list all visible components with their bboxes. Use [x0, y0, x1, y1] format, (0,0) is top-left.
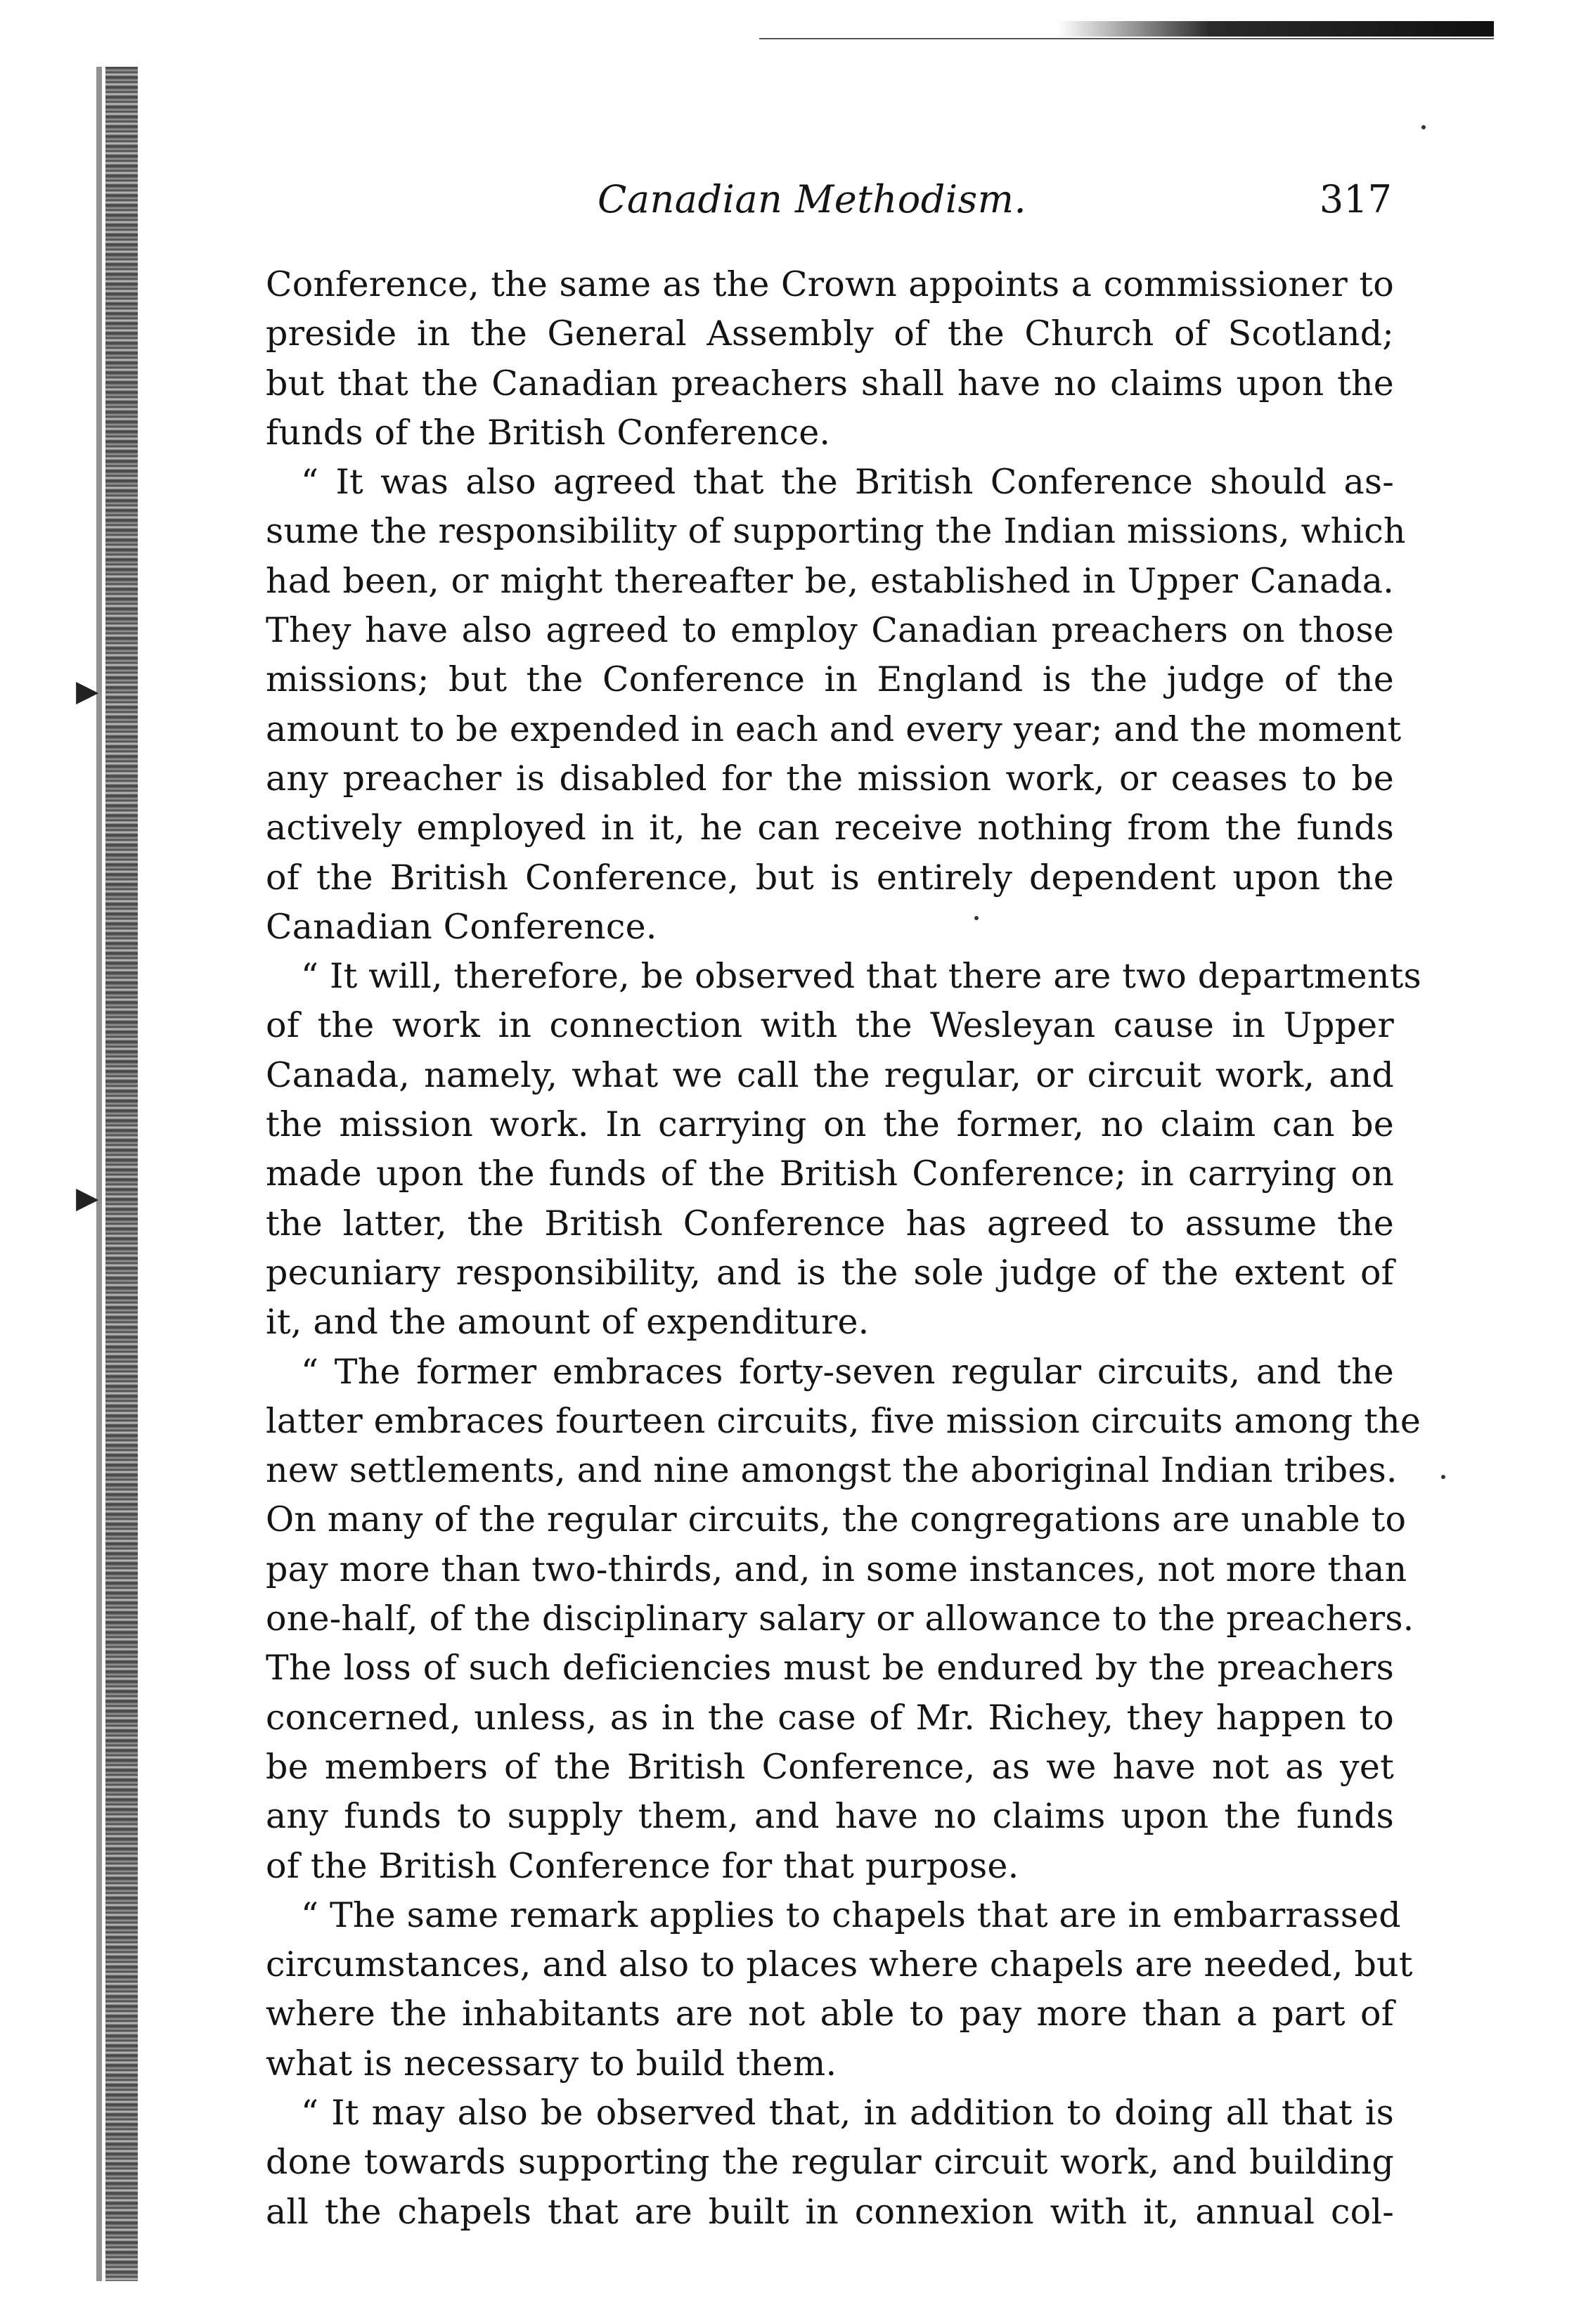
text-line: circumstances, and also to places where chapels are needed, but — [266, 1944, 1413, 1985]
text-line: actively employed in it, he can receive nothing from the funds — [266, 808, 1394, 848]
top-rule-thin-line — [759, 38, 1494, 39]
text-line: Conference, the same as the Crown appoints a commissioner to — [266, 264, 1394, 304]
text-line: They have also agreed to employ Canadian preachers on those — [266, 610, 1394, 651]
text-line: On many of the regular circuits, the congregations are unable to — [266, 1499, 1407, 1540]
text-line: be members of the British Conference, as we have not as yet — [266, 1746, 1394, 1787]
margin-pointer-mark-1: ▶ — [76, 673, 99, 708]
text-line: Canadian Conference. — [266, 906, 657, 947]
top-rule-thick-line — [1058, 21, 1494, 37]
page-binding-shadow — [96, 67, 102, 2281]
text-line: but that the Canadian preachers shall have no claims upon the — [266, 363, 1394, 404]
text-line: done towards supporting the regular circuit work, and building — [266, 2142, 1394, 2183]
text-line: Canada, namely, what we call the regular, or circuit work, and — [266, 1054, 1394, 1095]
text-line: made upon the funds of the British Conference; in carrying on — [266, 1154, 1394, 1194]
running-title: Canadian Methodism. — [598, 177, 1027, 221]
page-binding-edge — [105, 67, 138, 2281]
page-header — [267, 177, 1392, 233]
text-line: The loss of such deficiencies must be endured by the preachers — [266, 1648, 1394, 1689]
text-line: amount to be expended in each and every year; and the moment — [266, 709, 1402, 749]
text-line: latter embraces fourteen circuits, five mission circuits among the — [266, 1400, 1421, 1441]
text-line: “ The same remark applies to chapels that are in embarrassed — [301, 1894, 1401, 1935]
text-line: pecuniary responsibility, and is the sole judge of the extent of — [266, 1252, 1394, 1293]
text-line: one-half, of the disciplinary salary or allowance to the preachers. — [266, 1599, 1414, 1639]
text-line: what is necessary to build them. — [266, 2043, 837, 2084]
text-line: “ It was also agreed that the British Conference should as- — [301, 462, 1394, 503]
text-line: funds of the British Conference. — [266, 412, 831, 453]
text-line: had been, or might thereafter be, established in Upper Canada. — [266, 560, 1394, 601]
text-line: the mission work. In carrying on the former, no claim can be — [266, 1104, 1394, 1145]
scan-speck — [1421, 125, 1426, 129]
top-rule-decoration — [759, 18, 1494, 42]
text-line: new settlements, and nine amongst the aboriginal Indian tribes. — [266, 1450, 1398, 1491]
margin-pointer-mark-2: ▶ — [76, 1180, 99, 1215]
text-line: pay more than two-thirds, and, in some instances, not more than — [266, 1549, 1407, 1589]
text-line: missions; but the Conference in England is the judge of the — [266, 659, 1394, 700]
text-line: of the British Conference, but is entirely dependent upon the — [266, 857, 1394, 898]
text-line: sume the responsibility of supporting the Indian missions, which — [266, 511, 1406, 552]
text-line: it, and the amount of expenditure. — [266, 1302, 870, 1343]
text-line: concerned, unless, as in the case of Mr. Richey, they happen to — [266, 1697, 1394, 1738]
text-line: where the inhabitants are not able to pay more than a part of — [266, 1994, 1394, 2034]
text-line: all the chapels that are built in connexion with it, annual col- — [266, 2191, 1394, 2232]
text-line: preside in the General Assembly of the Church of Scotland; — [266, 314, 1394, 354]
text-line: “ It may also be observed that, in addition to doing all that is — [301, 2092, 1394, 2133]
text-line: any funds to supply them, and have no claims upon the funds — [266, 1796, 1394, 1837]
text-line: of the work in connection with the Wesleyan cause in Upper — [266, 1005, 1394, 1046]
text-line: the latter, the British Conference has agreed to assume the — [266, 1203, 1394, 1244]
text-line: any preacher is disabled for the mission work, or ceases to be — [266, 758, 1394, 799]
page-number: 317 — [1319, 177, 1392, 221]
text-line: “ It will, therefore, be observed that there are two departments — [301, 956, 1421, 997]
text-line: “ The former embraces forty-seven regular circuits, and the — [301, 1351, 1394, 1392]
body-text — [266, 260, 1421, 2237]
text-line: of the British Conference for that purpose. — [266, 1845, 1019, 1886]
scan-speck — [1441, 1475, 1445, 1479]
